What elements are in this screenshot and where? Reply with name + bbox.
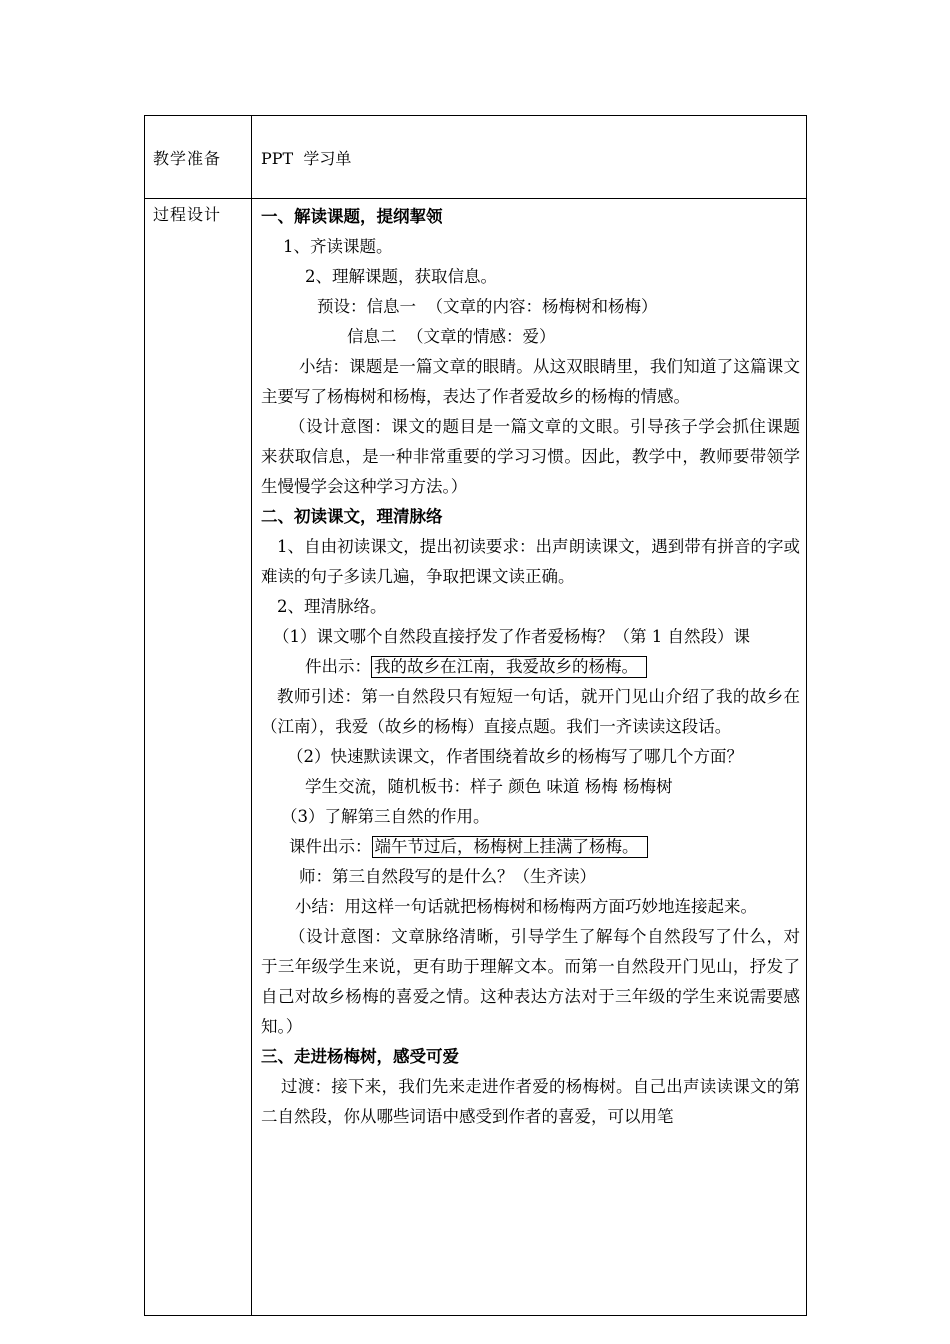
process-design-row: [145, 199, 807, 1316]
s1-summary: 小结：课题是一篇文章的眼睛。从这双眼睛里，我们知道了这篇课文主要写了杨梅树和杨梅，表达了作者爱故乡的杨梅的情感。: [261, 357, 800, 406]
slide-quote-box: 端午节过后，杨梅树上挂满了杨梅。: [372, 836, 648, 858]
s2-student-answer: 学生交流，随机板书：样子 颜色 味道 杨梅 杨梅树: [305, 777, 673, 796]
s2-design-intent: （设计意图：文章脉络清晰，引导学生了解每个自然段写了什么，对于三年级学生来说，更有助于理解文本。而第一自然段开门见山，抒发了自己对故乡杨梅的喜爱之情。这种表达方法对于三年级的学生来说需要感知。）: [261, 927, 800, 1036]
s2-teacher-question: 师：第三自然段写的是什么？（生齐读）: [299, 867, 596, 886]
section-2-title: 二、初读课文，理清脉络: [261, 507, 443, 526]
s2-slide-2-line: [261, 832, 800, 862]
s1-preset-1: 预设：信息一 （文章的内容：杨梅树和杨梅）: [317, 297, 658, 316]
s2-question-3: （3）了解第三自然的作用。: [281, 807, 490, 826]
s1-step-2: 2、理解课题，获取信息。: [305, 267, 497, 286]
section-3-title: 三、走进杨梅树，感受可爱: [261, 1047, 459, 1066]
process-content-cell: [252, 199, 807, 1316]
s1-design-intent: （设计意图：课文的题目是一篇文章的文眼。引导孩子学会抓住课题来获取信息，是一种非常重要的学习习惯。因此，教学中，教师要带领学生慢慢学会这种学习方法。）: [261, 417, 800, 496]
teaching-prep-row: [145, 116, 807, 199]
s1-preset-2: 信息二 （文章的情感：爱）: [347, 327, 556, 346]
section-1-title: 一、解读课题，提纲挈领: [261, 207, 443, 226]
slide-label: 件出示：: [305, 657, 371, 676]
slide-quote-box: 我的故乡在江南，我爱故乡的杨梅。: [371, 656, 647, 678]
s2-summary: 小结：用这样一句话就把杨梅树和杨梅两方面巧妙地连接起来。: [295, 897, 757, 916]
prep-label-cell: [145, 116, 252, 199]
s2-step-1: 1、自由初读课文，提出初读要求：出声朗读课文，遇到带有拼音的字或难读的句子多读几遍，争取把课文读正确。: [261, 537, 800, 586]
s2-question-2: （2）快速默读课文，作者围绕着故乡的杨梅写了哪几个方面？: [287, 747, 743, 766]
prep-content-cell: [252, 116, 807, 199]
s2-teacher-remark: 教师引述：第一自然段只有短短一句话，就开门见山介绍了我的故乡在（江南），我爱（故乡的杨梅）直接点题。我们一齐读读这段话。: [261, 687, 800, 736]
s2-slide-1-line: [261, 652, 800, 682]
lesson-plan-table: [144, 115, 807, 1316]
process-label-cell: [145, 199, 252, 1316]
s3-transition: 过渡：接下来，我们先来走进作者爱的杨梅树。自己出声读读课文的第二自然段，你从哪些词语中感受到作者的喜爱，可以用笔: [261, 1077, 800, 1126]
s1-step-1: 1、齐读课题。: [283, 237, 393, 256]
prep-label: 教学准备: [153, 149, 222, 168]
process-label: 过程设计: [153, 205, 222, 224]
process-content: [252, 199, 806, 1132]
slide-label: 课件出示：: [289, 837, 372, 856]
prep-content: PPT 学习单: [261, 149, 352, 168]
s2-question-1: （1）课文哪个自然段直接抒发了作者爱杨梅？（第 1 自然段）课: [273, 627, 750, 646]
s2-step-2: 2、理清脉络。: [277, 597, 387, 616]
